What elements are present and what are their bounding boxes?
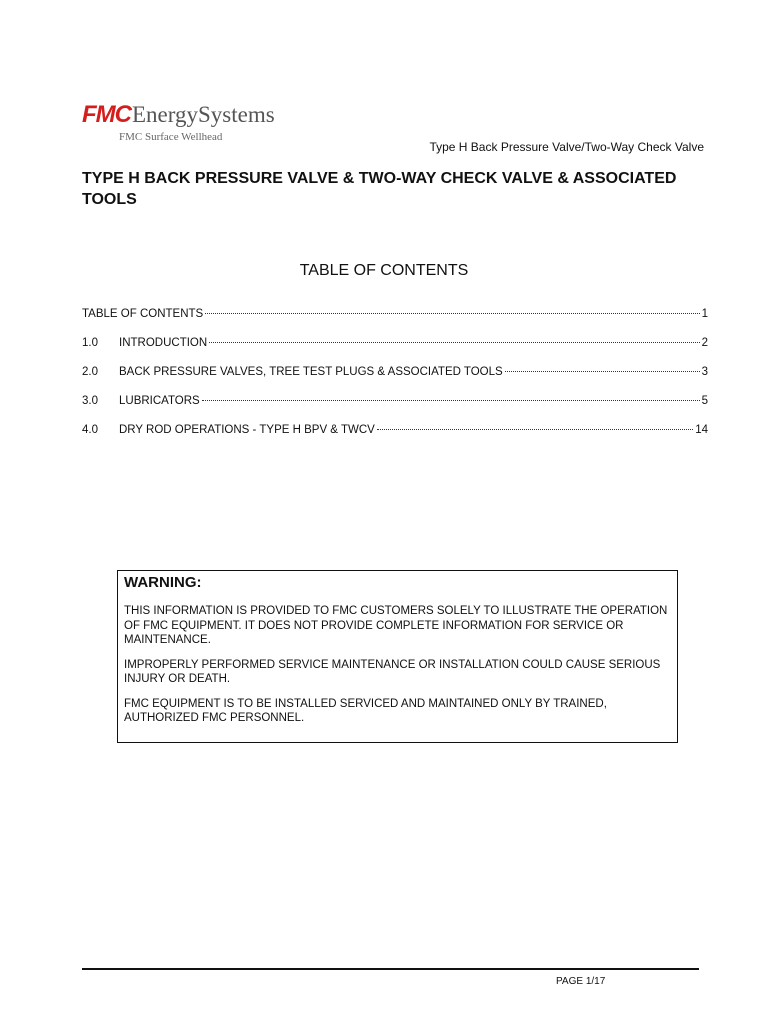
warning-paragraph: IMPROPERLY PERFORMED SERVICE MAINTENANCE OR INSTALLATION COULD CAUSE SERIOUS INJURY OR DEATH. [124, 658, 661, 685]
document-title: TYPE H BACK PRESSURE VALVE & TWO-WAY CHECK VALVE & ASSOCIATED TOOLS [82, 170, 677, 208]
toc-leader [377, 429, 693, 430]
toc-leader [205, 313, 699, 314]
toc-entry-label: TABLE OF CONTENTS [82, 308, 204, 320]
page-number: PAGE 1/17 [556, 976, 606, 987]
toc-entry[interactable] [82, 395, 708, 424]
toc-entry[interactable] [82, 337, 708, 366]
toc-leader [202, 400, 700, 401]
warning-paragraph: FMC EQUIPMENT IS TO BE INSTALLED SERVICED AND MAINTAINED ONLY BY TRAINED, AUTHORIZED FMC PERSONNEL. [124, 697, 607, 724]
table-of-contents [82, 308, 708, 453]
toc-entry[interactable] [82, 424, 708, 453]
fmc-logo [82, 103, 312, 149]
toc-entry-page: 2 [701, 337, 708, 349]
toc-entry-page: 5 [701, 395, 708, 407]
logo-division: EnergySystems [131, 102, 275, 127]
footer-divider [82, 968, 699, 970]
warning-paragraph: THIS INFORMATION IS PROVIDED TO FMC CUSTOMERS SOLELY TO ILLUSTRATE THE OPERATION OF FMC EQUIPMENT. IT DOES NOT PROVIDE COMPLETE INFORMATION FOR SERVICE OR MAINTENANCE. [124, 605, 668, 646]
logo-brand: FMC [82, 101, 131, 128]
toc-leader [505, 371, 700, 372]
logo-wordmark [82, 103, 275, 127]
document-header: Type H Back Pressure Valve/Two-Way Check Valve [429, 140, 704, 154]
toc-entry[interactable] [82, 308, 708, 337]
warning-box [117, 570, 678, 743]
toc-entry-number: 2.0 [82, 366, 98, 378]
toc-entry-number: 1.0 [82, 337, 98, 349]
toc-entry-page: 1 [701, 308, 708, 320]
toc-entry-number: 3.0 [82, 395, 98, 407]
toc-leader [209, 342, 699, 343]
toc-entry[interactable] [82, 366, 708, 395]
toc-heading: TABLE OF CONTENTS [299, 262, 469, 279]
toc-entry-label: BACK PRESSURE VALVES, TREE TEST PLUGS & ASSOCIATED TOOLS [119, 366, 503, 378]
warning-title: WARNING: [124, 574, 202, 591]
toc-entry-page: 14 [695, 424, 708, 436]
toc-entry-label: LUBRICATORS [119, 395, 200, 407]
toc-entry-number: 4.0 [82, 424, 98, 436]
toc-entry-label: DRY ROD OPERATIONS - TYPE H BPV & TWCV [119, 424, 375, 436]
toc-entry-page: 3 [701, 366, 708, 378]
logo-subdivision: FMC Surface Wellhead [119, 131, 223, 143]
toc-entry-label: INTRODUCTION [119, 337, 208, 349]
